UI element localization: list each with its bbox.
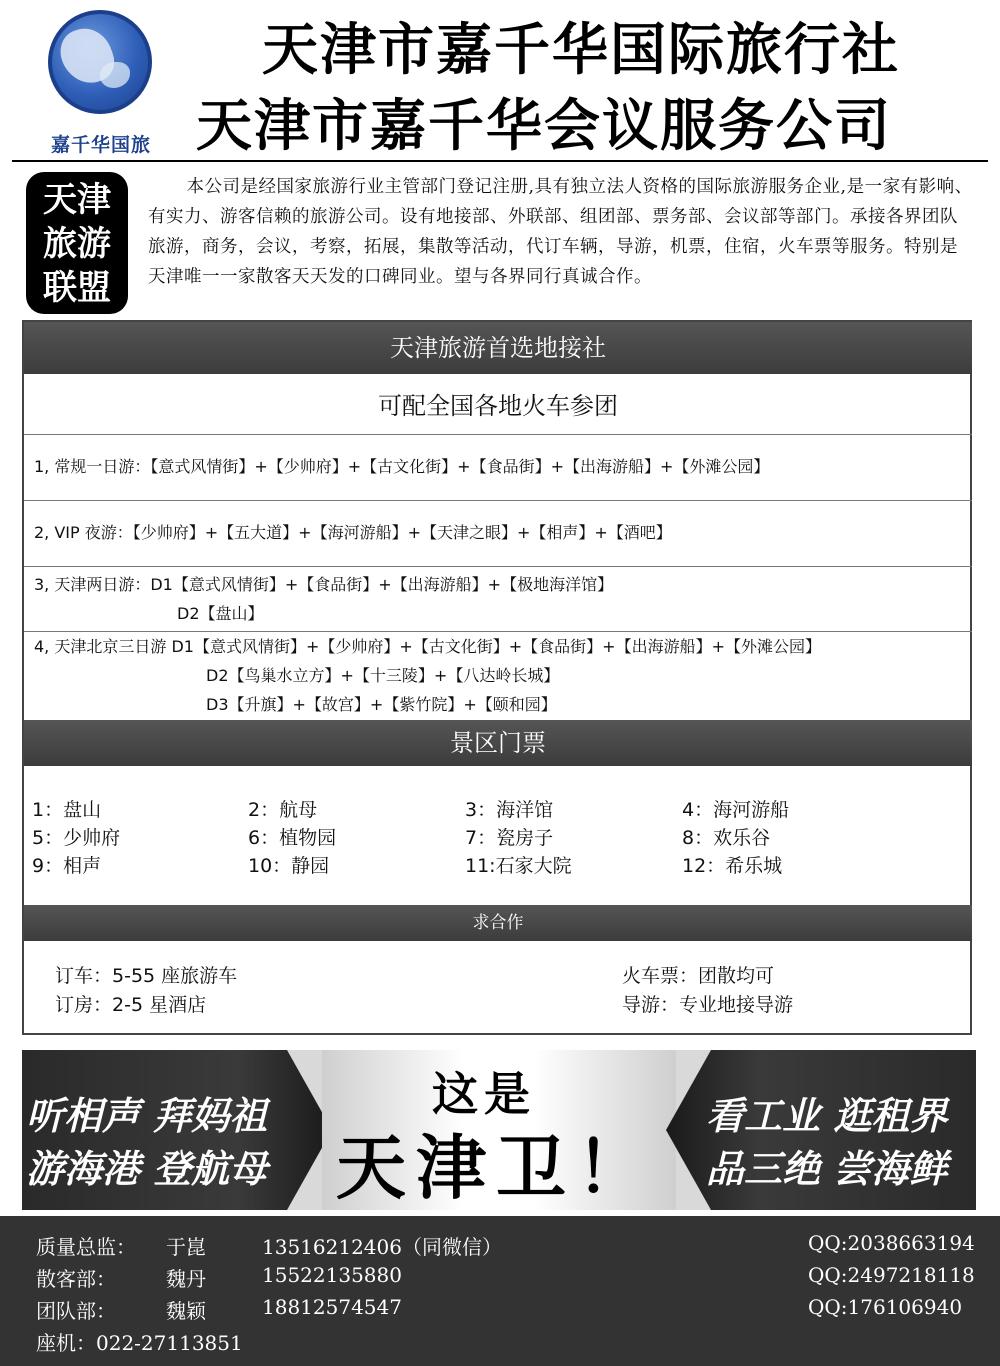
contact-qq: QQ:176106940 bbox=[808, 1295, 963, 1319]
divider bbox=[24, 434, 972, 435]
ticket-item: 10：静园 bbox=[248, 855, 330, 877]
section-bar-local-agency: 天津旅游首选地接社 bbox=[24, 322, 972, 374]
contact-qq: QQ:2038663194 bbox=[808, 1231, 975, 1255]
contact-phone: 18812574547 bbox=[262, 1295, 402, 1319]
header-divider bbox=[12, 160, 988, 162]
contact-phone: 13516212406（同微信） bbox=[262, 1235, 502, 1259]
company-title-travel: 天津市嘉千华国际旅行社 bbox=[262, 18, 900, 83]
route-item bbox=[34, 518, 672, 547]
landline: 座机：022-27113851 bbox=[36, 1331, 243, 1355]
divider bbox=[24, 566, 972, 567]
slogan-left-1: 听相声 拜妈祖 bbox=[26, 1093, 268, 1138]
badge-line: 联盟 bbox=[43, 268, 111, 308]
slogan-left-2: 游海港 登航母 bbox=[26, 1146, 268, 1191]
company-title-conference: 天津市嘉千华会议服务公司 bbox=[196, 94, 892, 159]
train-tour-subhead: 可配全国各地火车参团 bbox=[378, 392, 618, 420]
globe-icon bbox=[48, 10, 152, 114]
contact-name: 魏丹 bbox=[166, 1267, 206, 1291]
ticket-item: 4：海河游船 bbox=[682, 799, 790, 821]
route-line: 3, 天津两日游：D1【意式风情街】+【食品街】+【出海游船】+【极地海洋馆】 bbox=[34, 575, 614, 594]
section-bar-cooperation: 求合作 bbox=[24, 905, 972, 941]
ticket-item: 2：航母 bbox=[248, 799, 318, 821]
ticket-item: 5：少帅府 bbox=[32, 827, 121, 849]
ticket-item: 9：相声 bbox=[32, 855, 102, 877]
slogan-right-1: 看工业 逛租界 bbox=[706, 1093, 948, 1138]
route-item bbox=[34, 452, 769, 481]
alliance-badge bbox=[26, 172, 128, 314]
divider bbox=[24, 500, 972, 501]
contact-name: 魏颖 bbox=[166, 1299, 206, 1323]
route-line: 1, 常规一日游：【意式风情街】+【少帅府】+【古文化街】+【食品街】+【出海游船】+【外滩公园】 bbox=[34, 457, 770, 476]
route-line: D2【盘山】 bbox=[177, 604, 264, 623]
section-bar-tickets: 景区门票 bbox=[24, 720, 972, 766]
contact-name: 于崑 bbox=[166, 1235, 206, 1259]
route-line: D3【升旗】+【故宫】+【紫竹院】+【颐和园】 bbox=[206, 695, 557, 714]
service-train: 火车票：团散均可 bbox=[622, 965, 775, 987]
ticket-item: 11:石家大院 bbox=[465, 855, 572, 877]
route-line: 4, 天津北京三日游 D1【意式风情街】+【少帅府】+【古文化街】+【食品街】+【出海游船】+【外滩公园】 bbox=[34, 637, 821, 656]
service-hotel: 订房：2-5 星酒店 bbox=[55, 994, 207, 1016]
company-logo bbox=[42, 10, 160, 160]
contact-qq: QQ:2497218118 bbox=[808, 1263, 975, 1287]
slogan-center-2: 天津卫！ bbox=[336, 1126, 656, 1209]
route-item bbox=[34, 570, 613, 628]
service-guide: 导游：专业地接导游 bbox=[622, 994, 794, 1016]
ticket-item: 12：希乐城 bbox=[682, 855, 783, 877]
ticket-item: 1：盘山 bbox=[32, 799, 102, 821]
contact-phone: 15522135880 bbox=[262, 1263, 402, 1287]
contact-dept: 质量总监： bbox=[36, 1235, 136, 1259]
logo-name: 嘉千华国旅 bbox=[50, 134, 151, 156]
slogan-right-2: 品三绝 尝海鲜 bbox=[706, 1146, 948, 1191]
badge-line: 天津 bbox=[43, 180, 111, 220]
slogan-center-1: 这是 bbox=[432, 1067, 536, 1121]
route-item bbox=[34, 632, 821, 719]
ticket-item: 7：瓷房子 bbox=[465, 827, 554, 849]
route-line: 2, VIP 夜游：【少帅府】+【五大道】+【海河游船】+【天津之眼】+【相声】+【酒吧】 bbox=[34, 523, 672, 542]
company-intro: 本公司是经国家旅游行业主管部门登记注册,具有独立法人资格的国际旅游服务企业,是一家有影响、有实力、游客信赖的旅游公司。设有地接部、外联部、组团部、票务部、会议部等部门。承接各界团队旅游，商务，会议，考察，拓展，集散等活动，代订车辆，导游，机票，住宿，火车票等服务。特别是天津唯一一家散客天天发的口碑同业。望与各界同行真诚合作。 bbox=[148, 177, 973, 287]
ticket-item: 8：欢乐谷 bbox=[682, 827, 771, 849]
contact-dept: 散客部： bbox=[36, 1267, 116, 1291]
service-car: 订车：5-55 座旅游车 bbox=[55, 965, 238, 987]
ticket-item: 6：植物园 bbox=[248, 827, 337, 849]
route-line: D2【鸟巢水立方】+【十三陵】+【八达岭长城】 bbox=[206, 666, 560, 685]
ticket-item: 3：海洋馆 bbox=[465, 799, 554, 821]
contact-dept: 团队部： bbox=[36, 1299, 116, 1323]
badge-line: 旅游 bbox=[43, 224, 111, 264]
